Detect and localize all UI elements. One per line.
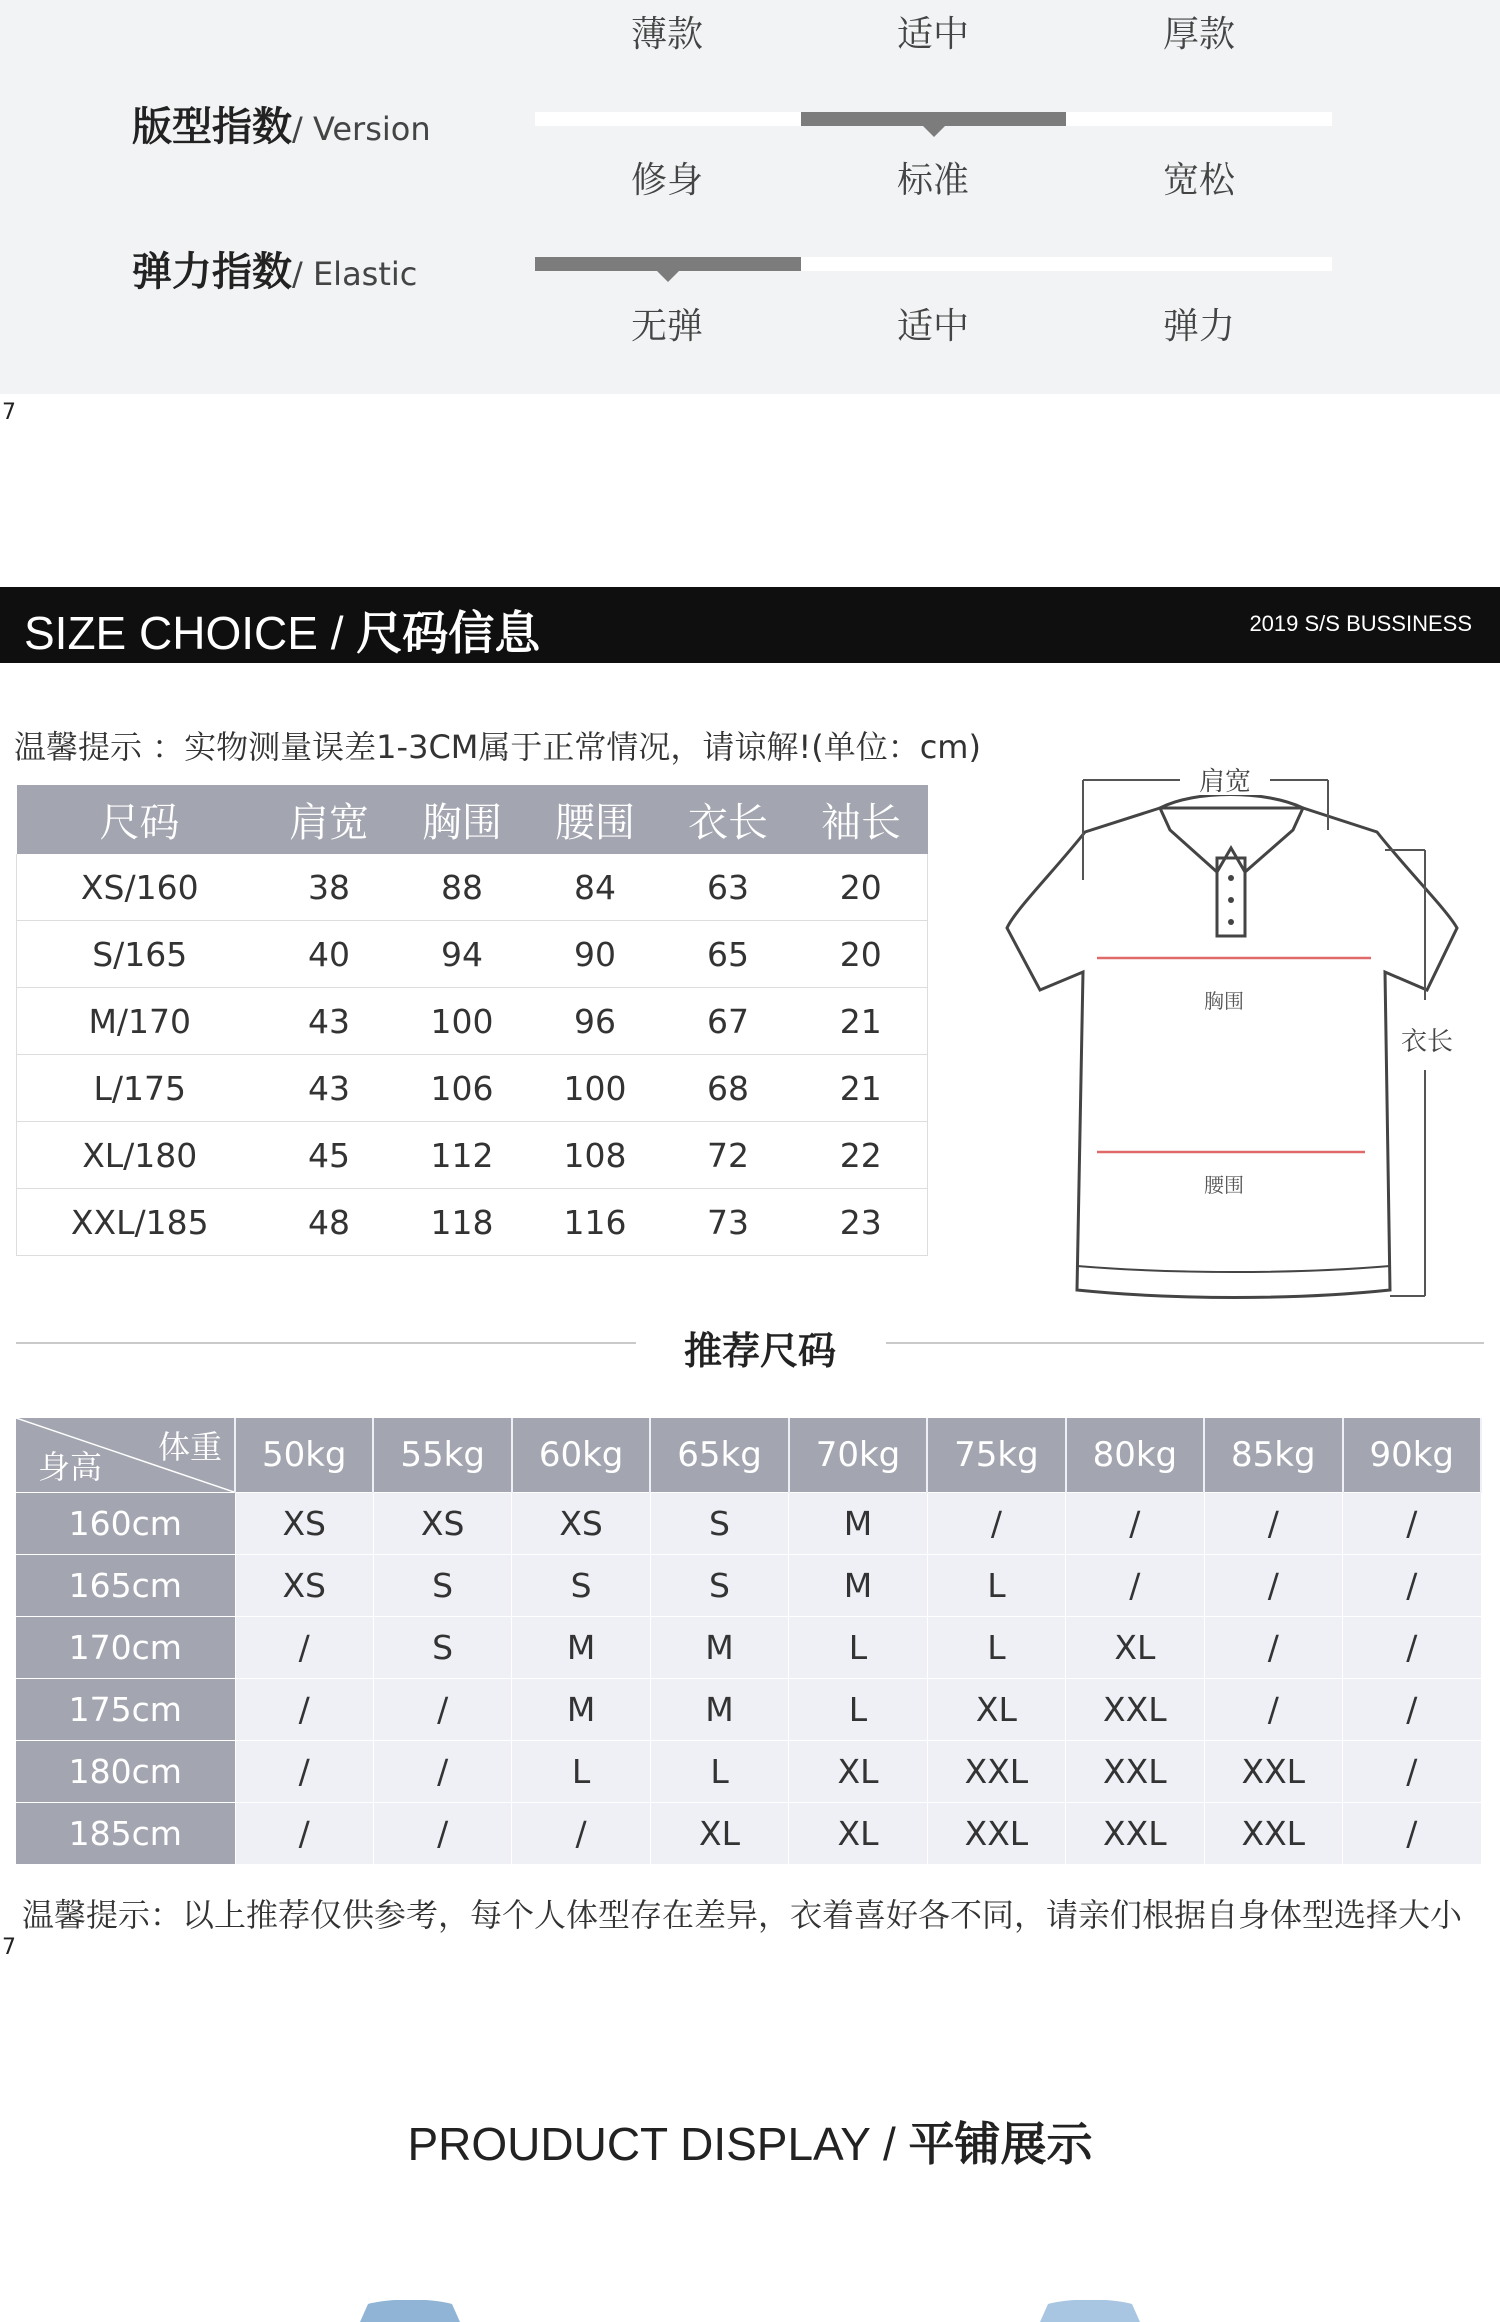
- size-cell-value: 94: [396, 921, 529, 988]
- size-cell-label: XS/160: [17, 854, 263, 921]
- size-cell-value: 116: [529, 1189, 662, 1256]
- diagram-label-shoulder: 肩宽: [1198, 767, 1252, 797]
- recommended-size-cell: XXL: [927, 1803, 1065, 1865]
- recommended-size-cell: XL: [789, 1741, 927, 1803]
- recommended-size-cell: XL: [1066, 1617, 1204, 1679]
- recommended-size-cell: XL: [927, 1679, 1065, 1741]
- recommended-size-cell: XXL: [1066, 1679, 1204, 1741]
- height-cell: 180cm: [16, 1741, 235, 1803]
- season-subtitle: 2019 S/S BUSSINESS: [1249, 611, 1472, 636]
- size-table: [16, 785, 928, 1256]
- size-cell-value: 48: [263, 1189, 396, 1256]
- size-table-header: [17, 785, 928, 854]
- size-cell-label: XXL/185: [17, 1189, 263, 1256]
- size-cell-value: 45: [263, 1122, 396, 1189]
- weight-header: 70kg: [789, 1418, 927, 1493]
- size-choice-title: SIZE CHOICE / 尺码信息: [24, 606, 541, 660]
- recommended-size-cell: M: [789, 1493, 927, 1555]
- page-mark-2: 7: [2, 1935, 16, 1960]
- elastic-none: 无弹: [630, 306, 703, 347]
- col-length: 衣长: [662, 785, 795, 854]
- shirt-collar: [1160, 795, 1303, 873]
- size-cell-value: 73: [662, 1189, 795, 1256]
- size-cell-value: 21: [795, 988, 928, 1055]
- product-image-1: [330, 2300, 490, 2322]
- size-table-row: [17, 1122, 928, 1189]
- product-image-2: [1010, 2300, 1170, 2322]
- corner-weight-label: 体重: [157, 1428, 222, 1466]
- recommended-size-cell: XXL: [1204, 1741, 1342, 1803]
- elastic-index-fill: [535, 257, 801, 271]
- recommended-size-cell: L: [789, 1617, 927, 1679]
- recommended-size-cell: M: [512, 1617, 650, 1679]
- recommended-size-cell: /: [373, 1679, 511, 1741]
- recommended-size-cell: /: [235, 1617, 373, 1679]
- size-cell-label: S/165: [17, 921, 263, 988]
- size-cell-value: 100: [529, 1055, 662, 1122]
- recommended-size-cell: L: [927, 1555, 1065, 1617]
- recommend-table-header: [16, 1418, 1481, 1493]
- recommended-size-cell: /: [1343, 1741, 1482, 1803]
- elastic-stretch: 弹力: [1162, 306, 1235, 347]
- corner-height-label: 身高: [38, 1448, 103, 1486]
- height-cell: 175cm: [16, 1679, 235, 1741]
- size-table-row: [17, 921, 928, 988]
- weight-header: 60kg: [512, 1418, 650, 1493]
- version-index-label: 版型指数/ Version: [132, 104, 431, 150]
- page-mark: 7: [2, 400, 16, 425]
- recommended-size-cell: /: [1343, 1555, 1482, 1617]
- size-cell-value: 96: [529, 988, 662, 1055]
- recommended-size-cell: L: [650, 1741, 788, 1803]
- recommended-size-cell: /: [235, 1803, 373, 1865]
- recommended-size-cell: XS: [512, 1493, 650, 1555]
- size-table-row: [17, 1055, 928, 1122]
- weight-header: 75kg: [927, 1418, 1065, 1493]
- recommend-row: [16, 1803, 1481, 1865]
- col-sleeve: 袖长: [795, 785, 928, 854]
- recommended-size-cell: /: [1343, 1617, 1482, 1679]
- recommend-tip: 温馨提示：以上推荐仅供参考，每个人体型存在差异，衣着喜好各不同，请亲们根据自身体型选择大小: [22, 1896, 1463, 1934]
- height-cell: 165cm: [16, 1555, 235, 1617]
- recommended-size-cell: S: [512, 1555, 650, 1617]
- weight-header: 55kg: [373, 1418, 511, 1493]
- size-cell-value: 88: [396, 854, 529, 921]
- size-cell-value: 84: [529, 854, 662, 921]
- recommended-size-cell: /: [373, 1741, 511, 1803]
- recommend-table: [16, 1418, 1482, 1864]
- product-display-title: PROUDUCT DISPLAY / 平铺展示: [407, 2117, 1093, 2171]
- size-cell-value: 38: [263, 854, 396, 921]
- recommended-size-cell: S: [650, 1493, 788, 1555]
- size-cell-value: 112: [396, 1122, 529, 1189]
- recommend-rule-left: [16, 1342, 636, 1344]
- recommended-size-cell: L: [789, 1679, 927, 1741]
- weight-header: 65kg: [650, 1418, 788, 1493]
- height-cell: 160cm: [16, 1493, 235, 1555]
- size-cell-value: 43: [263, 988, 396, 1055]
- size-cell-value: 100: [396, 988, 529, 1055]
- shirt-measurement-diagram: [995, 760, 1465, 1300]
- recommend-rule-right: [886, 1342, 1484, 1344]
- recommend-title: 推荐尺码: [683, 1329, 836, 1373]
- size-table-row: [17, 988, 928, 1055]
- recommended-size-cell: /: [1204, 1555, 1342, 1617]
- elastic-index-track: [535, 257, 1332, 271]
- size-cell-value: 23: [795, 1189, 928, 1256]
- recommended-size-cell: /: [927, 1493, 1065, 1555]
- recommended-size-cell: /: [512, 1803, 650, 1865]
- recommended-size-cell: /: [1204, 1617, 1342, 1679]
- recommended-size-cell: XS: [235, 1493, 373, 1555]
- recommended-size-cell: XS: [235, 1555, 373, 1617]
- version-index-track: [535, 112, 1332, 126]
- diagram-label-waist: 腰围: [1204, 1173, 1244, 1197]
- weight-header: 90kg: [1343, 1418, 1482, 1493]
- size-cell-label: L/175: [17, 1055, 263, 1122]
- size-cell-value: 108: [529, 1122, 662, 1189]
- weight-header: 80kg: [1066, 1418, 1204, 1493]
- size-cell-value: 20: [795, 921, 928, 988]
- recommended-size-cell: /: [235, 1741, 373, 1803]
- recommended-size-cell: XXL: [1066, 1741, 1204, 1803]
- recommended-size-cell: M: [789, 1555, 927, 1617]
- size-cell-label: M/170: [17, 988, 263, 1055]
- height-cell: 170cm: [16, 1617, 235, 1679]
- size-table-row: [17, 1189, 928, 1256]
- elastic-index-label: 弹力指数/ Elastic: [132, 249, 418, 295]
- version-standard: 标准: [896, 160, 969, 201]
- recommended-size-cell: /: [1204, 1679, 1342, 1741]
- weight-header: 50kg: [235, 1418, 373, 1493]
- recommended-size-cell: M: [650, 1679, 788, 1741]
- recommended-size-cell: /: [1066, 1555, 1204, 1617]
- size-cell-value: 90: [529, 921, 662, 988]
- recommend-row: [16, 1741, 1481, 1803]
- recommended-size-cell: L: [512, 1741, 650, 1803]
- recommend-row: [16, 1493, 1481, 1555]
- size-cell-value: 21: [795, 1055, 928, 1122]
- recommend-row: [16, 1555, 1481, 1617]
- corner-cell: [16, 1418, 235, 1493]
- recommended-size-cell: /: [1343, 1493, 1482, 1555]
- recommended-size-cell: XXL: [1066, 1803, 1204, 1865]
- recommended-size-cell: M: [512, 1679, 650, 1741]
- recommended-size-cell: S: [650, 1555, 788, 1617]
- measurement-tip: 温馨提示 ：实物测量误差1-3CM属于正常情况，请谅解!(单位：cm): [14, 728, 981, 766]
- weight-header: 85kg: [1204, 1418, 1342, 1493]
- elastic-medium: 适中: [896, 306, 969, 347]
- version-slim: 修身: [630, 160, 703, 201]
- size-cell-value: 106: [396, 1055, 529, 1122]
- size-choice-banner: [0, 587, 1500, 663]
- diagram-label-length: 衣长: [1400, 1027, 1454, 1057]
- recommended-size-cell: XL: [650, 1803, 788, 1865]
- size-cell-value: 40: [263, 921, 396, 988]
- col-chest: 胸围: [396, 785, 529, 854]
- fit-index-panel: [0, 0, 1500, 394]
- recommend-row: [16, 1679, 1481, 1741]
- elastic-index-pointer: [657, 271, 679, 282]
- recommended-size-cell: S: [373, 1617, 511, 1679]
- col-size: 尺码: [17, 785, 263, 854]
- height-cell: 185cm: [16, 1803, 235, 1865]
- thickness-thin: 薄款: [630, 14, 703, 55]
- recommended-size-cell: /: [1343, 1803, 1482, 1865]
- size-cell-value: 20: [795, 854, 928, 921]
- size-cell-value: 65: [662, 921, 795, 988]
- recommended-size-cell: XXL: [927, 1741, 1065, 1803]
- size-cell-label: XL/180: [17, 1122, 263, 1189]
- version-loose: 宽松: [1162, 160, 1235, 201]
- recommended-size-cell: M: [650, 1617, 788, 1679]
- recommended-size-cell: /: [1204, 1493, 1342, 1555]
- size-cell-value: 118: [396, 1189, 529, 1256]
- size-table-row: [17, 854, 928, 921]
- version-index-pointer: [923, 126, 945, 137]
- thickness-thick: 厚款: [1162, 14, 1235, 55]
- recommended-size-cell: /: [1066, 1493, 1204, 1555]
- diagram-label-chest: 胸围: [1204, 989, 1244, 1013]
- recommended-size-cell: /: [1343, 1679, 1482, 1741]
- recommended-size-cell: /: [373, 1803, 511, 1865]
- size-cell-value: 68: [662, 1055, 795, 1122]
- size-cell-value: 72: [662, 1122, 795, 1189]
- size-cell-value: 22: [795, 1122, 928, 1189]
- col-shoulder: 肩宽: [263, 785, 396, 854]
- recommended-size-cell: XXL: [1204, 1803, 1342, 1865]
- recommended-size-cell: L: [927, 1617, 1065, 1679]
- recommended-size-cell: XS: [373, 1493, 511, 1555]
- recommended-size-cell: /: [235, 1679, 373, 1741]
- recommended-size-cell: S: [373, 1555, 511, 1617]
- size-cell-value: 43: [263, 1055, 396, 1122]
- size-cell-value: 67: [662, 988, 795, 1055]
- recommend-row: [16, 1617, 1481, 1679]
- recommended-size-cell: XL: [789, 1803, 927, 1865]
- version-index-fill: [801, 112, 1067, 126]
- thickness-medium: 适中: [896, 14, 969, 55]
- size-cell-value: 63: [662, 854, 795, 921]
- col-waist: 腰围: [529, 785, 662, 854]
